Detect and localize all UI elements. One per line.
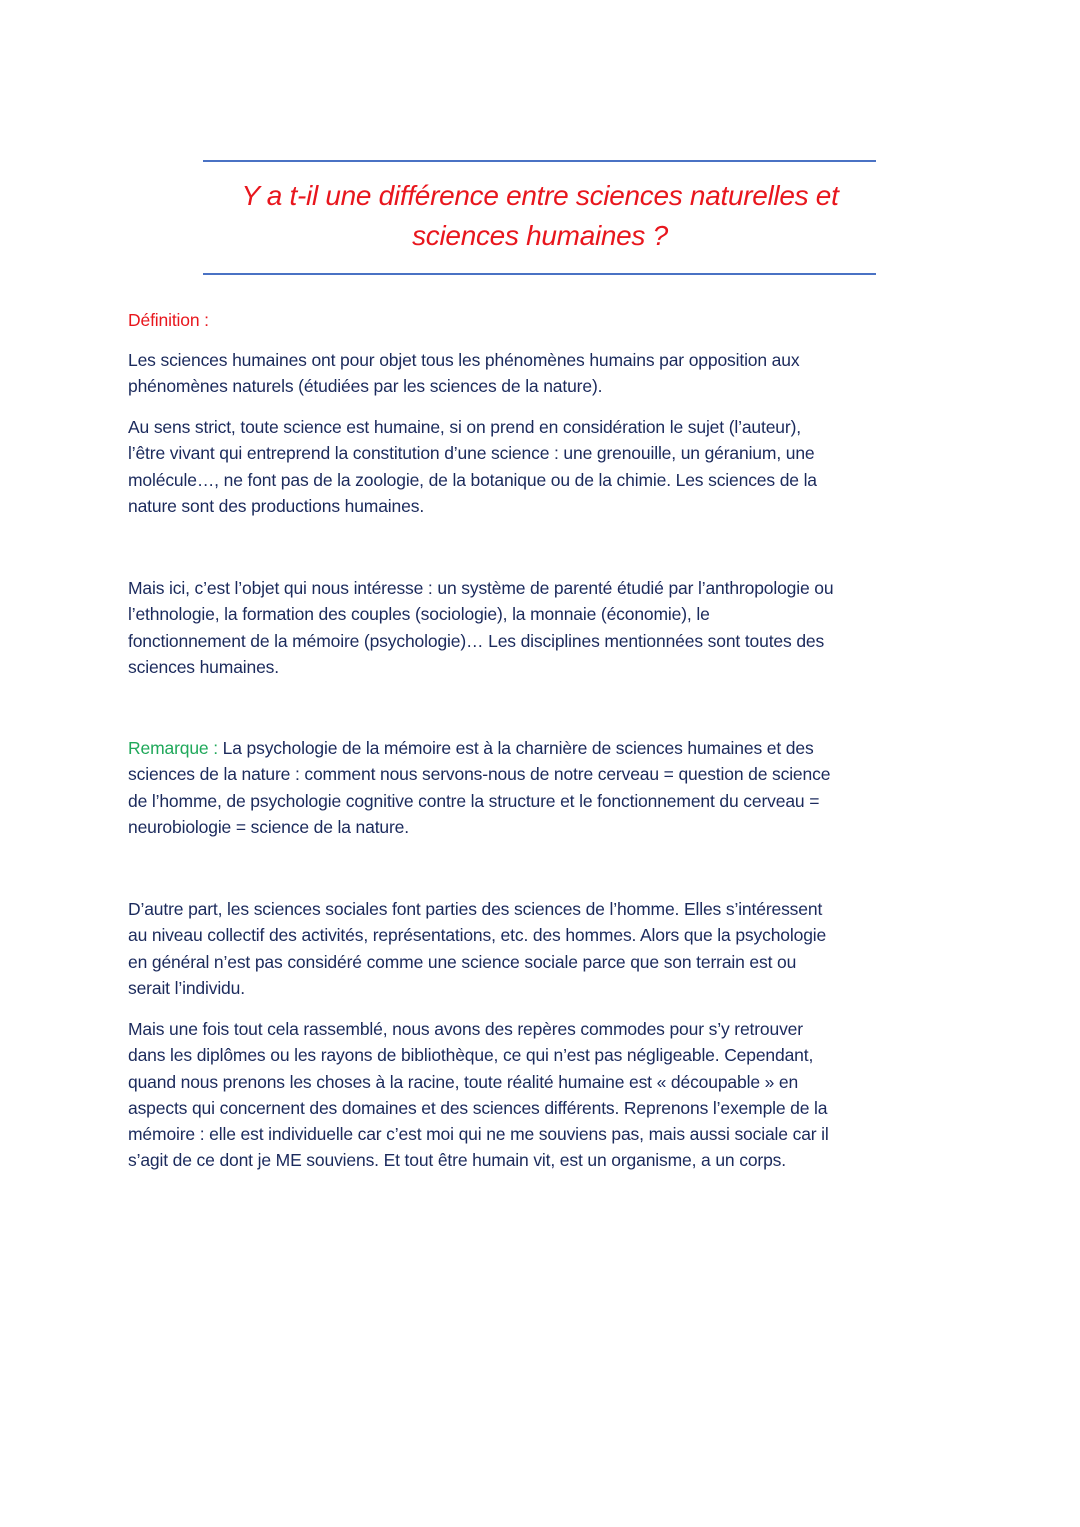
title-line: sciences humaines ? (412, 220, 668, 251)
page-title (150, 176, 930, 256)
text-line: phénomènes naturels (étudiées par les sciences de la nature). (128, 376, 603, 397)
text-line: dans les diplômes ou les rayons de bibliothèque, ce qui n’est pas négligeable. Cependant, (128, 1045, 814, 1066)
paragraph-object (128, 575, 968, 680)
text-line: neurobiologie = science de la nature. (128, 816, 409, 837)
text-line: quand nous prenons les choses à la racine, toute réalité humaine est « découpable » en (128, 1071, 799, 1092)
text-line: nature sont des productions humaines. (128, 495, 425, 516)
paragraph-strict-sense (128, 414, 968, 519)
paragraph-definition (128, 347, 968, 400)
paragraph-social-sciences (128, 896, 968, 1001)
text-fragment: La psychologie de la mémoire est à la charnière de sciences humaines et des (217, 738, 814, 758)
definition-label: Définition : (128, 310, 209, 330)
text-line: fonctionnement de la mémoire (psychologie)… Les disciplines mentionnées sont toutes des (128, 630, 825, 651)
title-line: Y a t-il une différence entre sciences naturelles et (241, 180, 839, 211)
text-line: Mais une fois tout cela rassemblé, nous avons des repères commodes pour s’y retrouver (128, 1019, 803, 1039)
text-line: Au sens strict, toute science est humaine, si on prend en considération le sujet (l’auteur), (128, 417, 801, 437)
text-line: l’ethnologie, la formation des couples (sociologie), la monnaie (économie), le (128, 604, 710, 625)
text-line (128, 735, 968, 761)
paragraph-conclusion (128, 1016, 968, 1174)
text-line: de l’homme, de psychologie cognitive contre la structure et le fonctionnement du cerveau = (128, 790, 820, 811)
remark-label: Remarque : (128, 738, 218, 758)
text-line: mémoire : elle est individuelle car c’est moi qui ne me souviens pas, mais aussi sociale car il (128, 1124, 829, 1145)
title-top-rule (203, 160, 876, 162)
text-line: Mais ici, c’est l’objet qui nous intéresse : un système de parenté étudié par l’anthropologie ou (128, 578, 834, 598)
text-line: sciences humaines. (128, 656, 279, 677)
text-line: serait l’individu. (128, 977, 245, 998)
text-line: Les sciences humaines ont pour objet tous les phénomènes humains par opposition aux (128, 350, 800, 370)
text-line: D’autre part, les sciences sociales font parties des sciences de l’homme. Elles s’intéressent (128, 899, 823, 919)
text-line: s’agit de ce dont je ME souviens. Et tout être humain vit, est un organisme, a un corps. (128, 1150, 786, 1171)
text-line: aspects qui concernent des domaines et des sciences différents. Reprenons l’exemple de la (128, 1097, 828, 1118)
text-line: sciences de la nature : comment nous servons-nous de notre cerveau = question de science (128, 764, 831, 785)
text-line: l’être vivant qui entreprend la constitution d’une science : une grenouille, un géranium, une (128, 443, 815, 464)
text-line: au niveau collectif des activités, représentations, etc. des hommes. Alors que la psychologie (128, 925, 827, 946)
paragraph-remark (128, 735, 968, 840)
title-bottom-rule (203, 273, 876, 275)
text-line: en général n’est pas considéré comme une science sociale parce que son terrain est ou (128, 951, 797, 972)
text-line: molécule…, ne font pas de la zoologie, de la botanique ou de la chimie. Les sciences de la (128, 469, 817, 490)
